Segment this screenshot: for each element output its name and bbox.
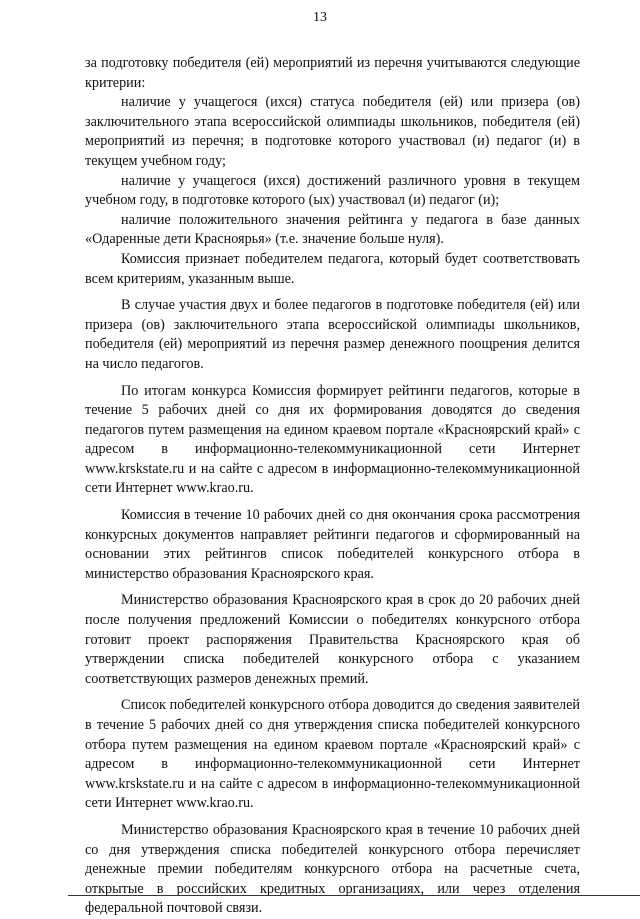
paragraph-criterion-winner-status: наличие у учащегося (ихся) статуса победителя (ей) или призера (ов) заключительного этапа всероссийской олимпиады школьников, победителя (ей) мероприятий из перечня; в подготовке которого участвовал (и) педагог (и) в текущем учебном году; bbox=[85, 94, 580, 169]
paragraph-multiple-teachers: В случае участия двух и более педагогов в подготовке победителя (ей) или призера (ов) заключительного этапа всероссийской олимпиады школьников, победителя (ей) мероприятий из перечня размер денежного поощрения делится на число педагогов. bbox=[85, 297, 580, 372]
paragraph-criteria-intro: за подготовку победителя (ей) мероприятий из перечня учитываются следующие критерии: bbox=[85, 55, 580, 91]
bottom-rule bbox=[68, 895, 640, 896]
page-number: 13 bbox=[313, 10, 327, 25]
paragraph-commission-submission: Комиссия в течение 10 рабочих дней со дня окончания срока рассмотрения конкурсных документов направляет рейтинги педагогов и сформированный на основании этих рейтингов список победителей конкурсного отбора в министерство образования Красноярского края. bbox=[85, 507, 580, 582]
paragraph-commission-decision: Комиссия признает победителем педагога, который будет соответствовать всем критериям, указанным выше. bbox=[85, 250, 580, 287]
paragraph-prize-transfer: Министерство образования Красноярского края в течение 10 рабочих дней со дня утверждения списка победителей конкурсного отбора перечисляет денежные премии победителям конкурсного отбора на расчетные счета, открытые в российских кредитных организациях, или через отделения федеральной почтовой связи. bbox=[85, 821, 580, 917]
paragraph-ratings-publication: По итогам конкурса Комиссия формирует рейтинги педагогов, которые в течение 5 рабочих дней со дня их формирования доводятся до сведения педагогов путем размещения на едином краевом портале «Красноярский край» с адресом в информационно-телекоммуникационной сети Интернет www.krskstate.ru и на сайте с адресом в информационно-телекоммуникационной сети Интернет www.krao.ru. bbox=[85, 382, 580, 497]
paragraph-criterion-rating: наличие положительного значения рейтинга у педагога в базе данных «Одаренные дети Красноярья» (т.е. значение больше нуля). bbox=[85, 211, 580, 248]
paragraph-ministry-draft: Министерство образования Красноярского края в срок до 20 рабочих дней после получения предложений Комиссии о победителях конкурсного отбора готовит проект распоряжения Правительства Красноярского края об утверждении списка победителей конкурсного отбора с указанием соответствующих размеров денежных премий. bbox=[85, 592, 580, 687]
document-body bbox=[85, 54, 580, 919]
paragraph-winners-notification: Список победителей конкурсного отбора доводится до сведения заявителей в течение 5 рабочих дней со дня утверждения списка победителей конкурсного отбора путем размещения на едином краевом портале «Красноярский край» с адресом в информационно-телекоммуникационной сети Интернет www.krskstate.ru и на сайте с адресом в информационно-телекоммуникационной сети Интернет www.krao.ru. bbox=[85, 697, 580, 812]
paragraph-criterion-achievements: наличие у учащегося (ихся) достижений различного уровня в текущем учебном году, в подготовке которого (ых) участвовал (и) педагог (и); bbox=[85, 172, 580, 209]
